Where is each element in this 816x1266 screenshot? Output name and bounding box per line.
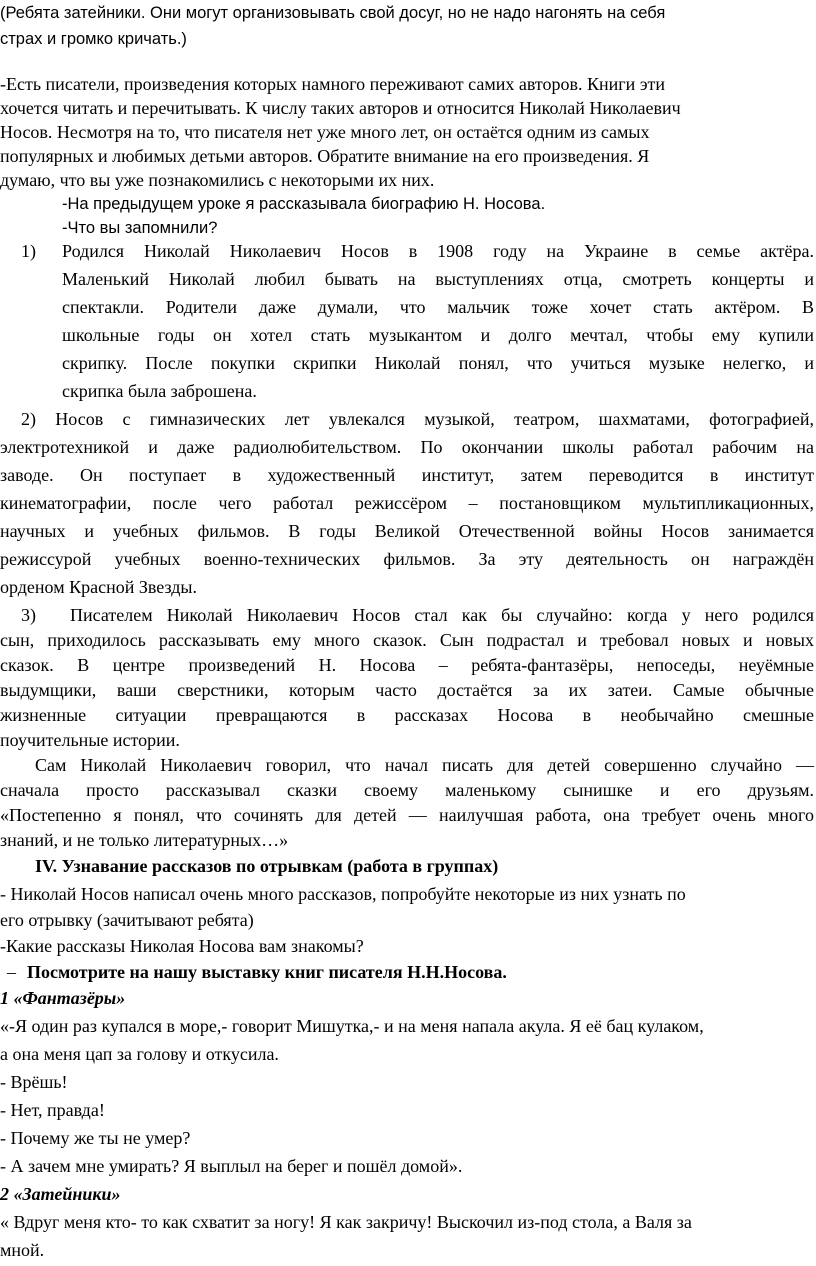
text-line: -Есть писатели, произведения которых намного переживают самих авторов. Книги эти [0,74,666,94]
text-line: скрипку. После покупки скрипки Николай понял, что учиться музыке нелегко, и [62,353,814,373]
text-line: скрипка была заброшена. [62,381,257,401]
text-line: сын, приходилось рассказывать ему много сказок. Сын подрастал и требовал новых и новых [0,630,814,650]
dash: – [7,962,16,982]
text-line: Маленький Николай любил бывать на выступлениях отца, смотреть концерты и [62,269,814,289]
text-line: выдумщики, ваши сверстники, которым часто достаётся за их затеи. Самые обычные [0,680,814,700]
text-line: популярных и любимых детьми авторов. Обратите внимание на его произведения. Я [0,146,650,166]
text-line: -На предыдущем уроке я рассказывала биографию Н. Носова. [62,195,546,213]
text-line: «-Я один раз купался в море,- говорит Мишутка,- и на меня напала акула. Я её бац кулаком, [0,1016,704,1036]
text-line: жизненные ситуации превращаются в рассказах Носова в необычайно смешные [0,705,814,725]
story-title: 2 «Затейники» [0,1184,121,1204]
text-line: страх и громко кричать.) [0,30,187,48]
text-line: Носов. Несмотря на то, что писателя нет уже много лет, он остаётся одним из самых [0,122,650,142]
text-line: а она меня цап за голову и откусила. [0,1044,279,1064]
text-line: школьные годы он хотел стать музыкантом и долго мечтал, чтобы ему купили [62,325,814,345]
text-line: спектакли. Родители даже думали, что мальчик тоже хочет стать актёром. В [62,297,814,317]
list-number: 3) [21,605,36,625]
text-line: думаю, что вы уже познакомились с некоторыми их них. [0,170,435,190]
text-line: - А зачем мне умирать? Я выплыл на берег и пошёл домой». [0,1156,463,1176]
story-title: 1 «Фантазёры» [0,988,126,1008]
text-line: -Что вы запомнили? [62,219,218,237]
text-line: научных и учебных фильмов. В годы Великой Отечественной войны Носов занимается [0,521,814,541]
text-line: 2) Носов с гимназических лет увлекался музыкой, театром, шахматами, фотографией, [21,409,814,429]
list-number: 1) [21,241,36,261]
text-line: -Какие рассказы Николая Носова вам знакомы? [0,936,364,956]
text-line: - Врёшь! [0,1072,68,1092]
text-line: сначала просто рассказывал сказки своему маленькому сынишке и его друзьям. [0,780,814,800]
text-line: Сам Николай Николаевич говорил, что начал писать для детей совершенно случайно — [35,755,814,775]
text-line: орденом Красной Звезды. [0,577,197,597]
text-line: (Ребята затейники. Они могут организовывать свой досуг, но не надо нагонять на себя [0,4,666,22]
text-line: поучительные истории. [0,730,180,750]
text-line: - Почему же ты не умер? [0,1128,191,1148]
exhibition-line: Посмотрите на нашу выставку книг писателя Н.Н.Носова. [27,962,507,982]
text-line: «Постепенно я понял, что сочинять для детей — наилучшая работа, она требует очень много [0,805,814,825]
section-heading: IV. Узнавание рассказов по отрывкам (работа в группах) [35,856,499,876]
text-line: заводе. Он поступает в художественный институт, затем переводится в институт [0,465,814,485]
text-line: хочется читать и перечитывать. К числу таких авторов и относится Николай Николаевич [0,98,681,118]
text-line: « Вдруг меня кто- то как схватит за ногу! Я как закричу! Выскочил из-под стола, а Валя за [0,1212,692,1232]
text-line: сказок. В центре произведений Н. Носова – ребята-фантазёры, непоседы, неуёмные [0,655,814,675]
text-line: Писателем Николай Николаевич Носов стал как бы случайно: когда у него родился [70,605,814,625]
text-line: режиссурой учебных военно-технических фильмов. За эту деятельность он награждён [0,549,814,569]
text-line: - Нет, правда! [0,1100,105,1120]
text-line: электротехникой и даже радиолюбительством. По окончании школы работал рабочим на [0,437,814,457]
text-line: - Николай Носов написал очень много рассказов, попробуйте некоторые из них узнать по [0,884,686,904]
text-line: знаний, и не только литературных…» [0,830,289,850]
text-line: Родился Николай Николаевич Носов в 1908 году на Украине в семье актёра. [62,241,814,261]
text-line: мной. [0,1240,45,1260]
text-line: его отрывку (зачитывают ребята) [0,910,254,930]
text-line: кинематографии, после чего работал режиссёром – постановщиком мультипликационных, [0,493,814,513]
